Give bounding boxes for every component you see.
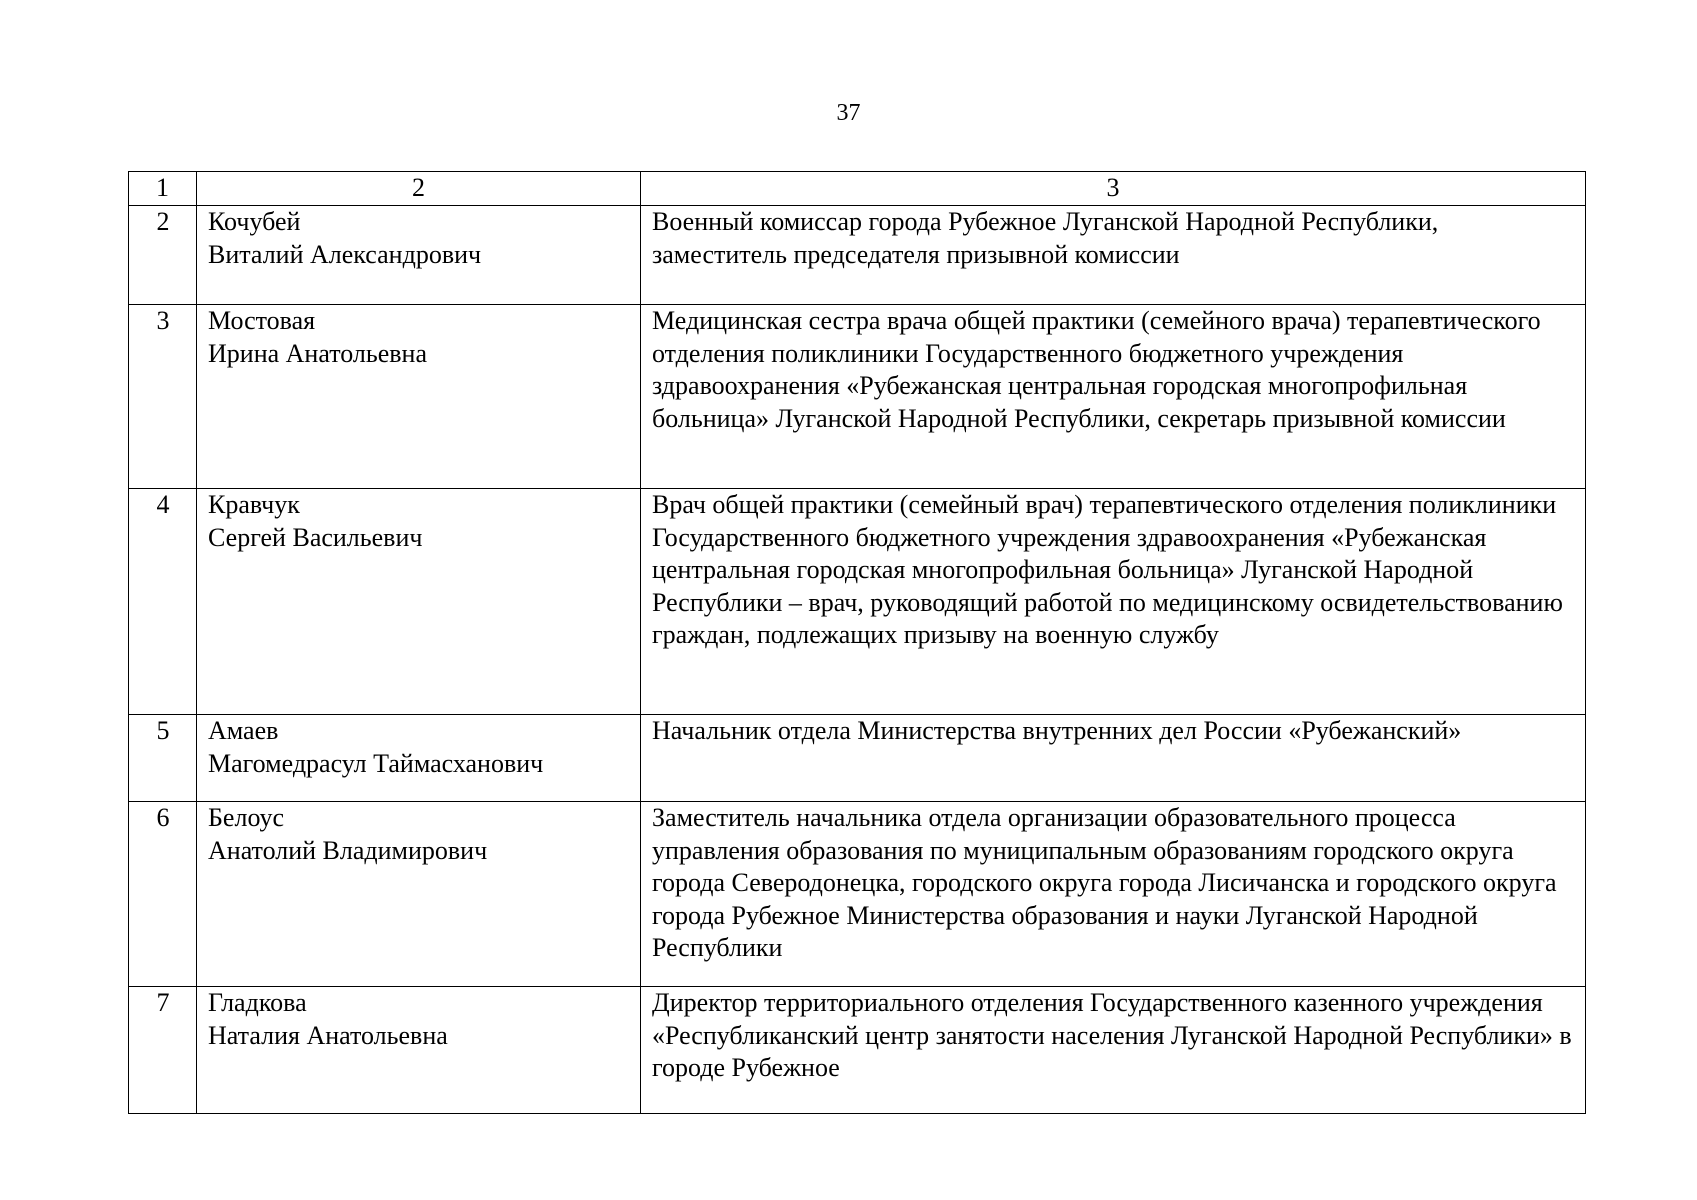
member-name-cell <box>197 715 641 802</box>
row-number: 7 <box>129 987 197 1114</box>
row-number: 5 <box>129 715 197 802</box>
member-name-cell <box>197 206 641 305</box>
table-row <box>129 715 1586 802</box>
table-row <box>129 305 1586 489</box>
table-row <box>129 489 1586 715</box>
member-position: Директор территориального отделения Государственного казенного учреждения «Республиканский центр занятости населения Луганской Народной Республики» в городе Рубежное <box>641 987 1586 1114</box>
member-position: Начальник отдела Министерства внутренних дел России «Рубежанский» <box>641 715 1586 802</box>
member-surname: Гладкова <box>208 988 307 1017</box>
member-name-cell <box>197 305 641 489</box>
header-cell-1: 1 <box>129 172 197 206</box>
commission-members-table <box>128 171 1586 1114</box>
table-row <box>129 802 1586 987</box>
member-surname: Белоус <box>208 803 284 832</box>
header-cell-3: 3 <box>641 172 1586 206</box>
member-given-names: Ирина Анатольевна <box>208 338 427 368</box>
member-surname: Амаев <box>208 716 279 745</box>
member-given-names: Сергей Васильевич <box>208 522 423 552</box>
member-name-cell <box>197 802 641 987</box>
member-position: Медицинская сестра врача общей практики (семейного врача) терапевтического отделения поликлиники Государственного бюджетного учреждения здравоохранения «Рубежанская центральная городская многопрофильная больница» Луганской Народной Республики, секретарь призывной комиссии <box>641 305 1586 489</box>
member-surname: Кочубей <box>208 207 301 236</box>
member-position: Заместитель начальника отдела организации образовательного процесса управления образования по муниципальным образованиям городского округа города Северодонецка, городского округа города Лисичанска и городского округа города Рубежное Министерства образования и науки Луганской Народной Республики <box>641 802 1586 987</box>
table-header-row <box>129 172 1586 206</box>
member-position: Врач общей практики (семейный врач) терапевтического отделения поликлиники Государственного бюджетного учреждения здравоохранения «Рубежанская центральная городская многопрофильная больница» Луганской Народной Республики – врач, руководящий работой по медицинскому освидетельствованию граждан, подлежащих призыву на военную службу <box>641 489 1586 715</box>
page-number: 37 <box>836 100 861 126</box>
member-position: Военный комиссар города Рубежное Луганской Народной Республики, заместитель председателя призывной комиссии <box>641 206 1586 305</box>
header-cell-2: 2 <box>197 172 641 206</box>
member-name-cell <box>197 489 641 715</box>
member-surname: Кравчук <box>208 490 300 519</box>
table-row <box>129 206 1586 305</box>
member-given-names: Виталий Александрович <box>208 239 482 269</box>
member-given-names: Анатолий Владимирович <box>208 835 488 865</box>
row-number: 3 <box>129 305 197 489</box>
row-number: 6 <box>129 802 197 987</box>
table-row <box>129 987 1586 1114</box>
member-surname: Мостовая <box>208 306 316 335</box>
member-given-names: Магомедрасул Таймасханович <box>208 748 544 778</box>
row-number: 4 <box>129 489 197 715</box>
member-given-names: Наталия Анатольевна <box>208 1020 448 1050</box>
row-number: 2 <box>129 206 197 305</box>
member-name-cell <box>197 987 641 1114</box>
